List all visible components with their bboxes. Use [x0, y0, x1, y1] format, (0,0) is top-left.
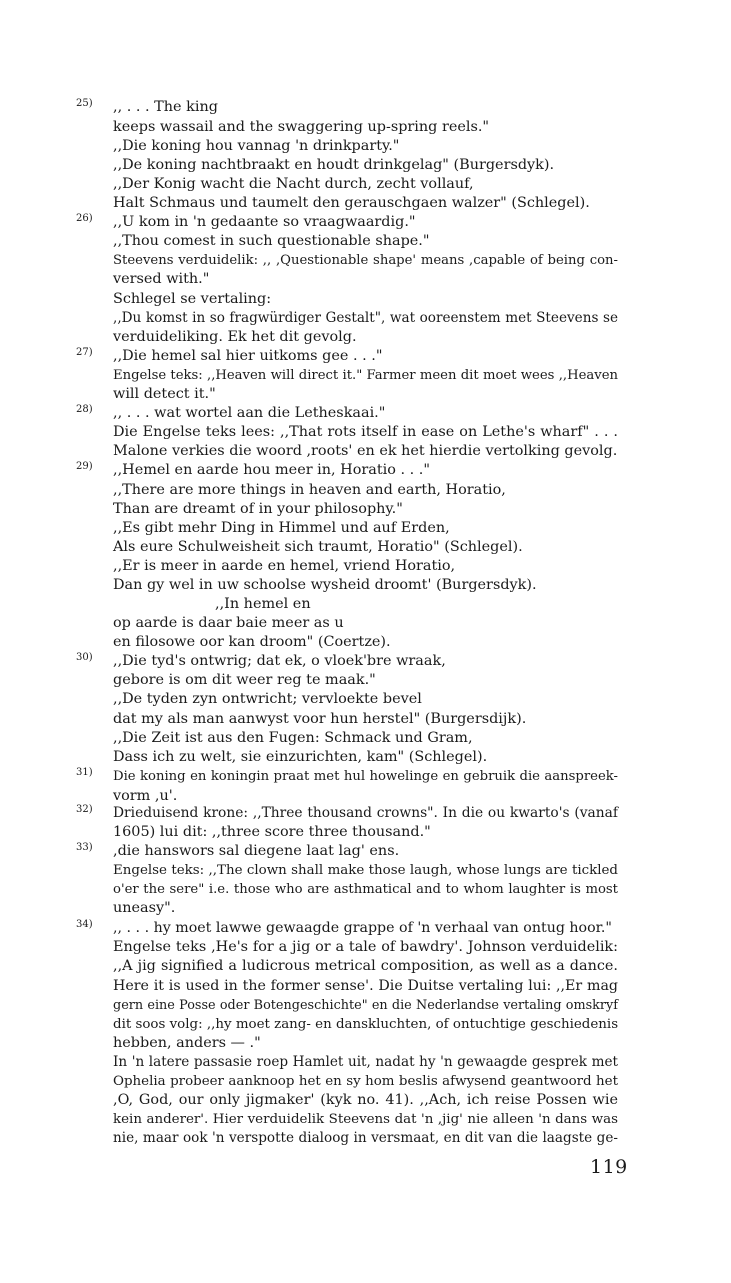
note-line: ,O, God, our only jigmaker' (kyk no. 41). ,,Ach, ich reise Possen wie	[113, 1092, 618, 1108]
note-line: dit soos volg: ,,hy moet zang- en danskluchten, of ontuchtige geschiedenis	[113, 1017, 619, 1032]
note-line: ,,Die tyd's ontwrig; dat ek, o vloek'bre wraak,	[113, 653, 446, 669]
note-line: Schlegel se vertaling:	[113, 291, 272, 307]
footnote-number: 28)	[76, 404, 93, 415]
note-line: en filosowe oor kan droom" (Coertze).	[113, 634, 391, 650]
footnote-number: 26)	[76, 213, 93, 224]
note-line: ,,De tyden zyn ontwricht; vervloekte bevel	[113, 691, 422, 707]
note-line: dat my als man aanwyst voor hun herstel" (Burgersdijk).	[113, 711, 527, 727]
note-line: ,,Die Zeit ist aus den Fugen: Schmack und Gram,	[113, 730, 473, 746]
footnote-number: 30)	[76, 652, 93, 663]
note-line: Than are dreamt of in your philosophy."	[113, 501, 403, 517]
note-line: ,,Du komst in so fragwürdiger Gestalt", wat ooreenstem met Steevens se	[113, 310, 618, 326]
note-line: Engelse teks: ,,The clown shall make those laugh, whose lungs are tickled	[113, 863, 618, 878]
note-line: gern eine Posse oder Botengeschichte" en die Nederlandse vertaling omskryf	[113, 998, 618, 1013]
note-line: Here it is used in the former sense'. Die Duitse vertaling lui: ,,Er mag	[113, 978, 618, 994]
note-line: vorm ,u'.	[113, 788, 178, 804]
note-line: kein anderer'. Hier verduidelik Steevens dat 'n ,jig' nie alleen 'n dans was	[113, 1112, 618, 1127]
note-line: 1605) lui dit: ,,three score three thousand."	[113, 824, 431, 840]
note-line: Ophelia probeer aanknoop het en sy hom beslis afwysend geantwoord het	[113, 1074, 618, 1089]
note-line: Die Engelse teks lees: ,,That rots itself in ease on Lethe's wharf" . . .	[113, 424, 618, 440]
note-line: o'er the sere" i.e. those who are asthmatical and to whom laughter is most	[113, 882, 618, 897]
note-line: Als eure Schulweisheit sich traumt, Horatio" (Schlegel).	[113, 539, 523, 555]
note-line: ,,Die hemel sal hier uitkoms gee . . ."	[113, 348, 383, 364]
footnote-number: 33)	[76, 842, 93, 853]
footnote-number: 27)	[76, 347, 93, 358]
note-line: Engelse teks: ,,Heaven will direct it." Farmer meen dit moet wees ,,Heaven	[113, 368, 618, 383]
note-line: nie, maar ook 'n verspotte dialoog in versmaat, en dit van die laagste ge-	[113, 1130, 618, 1146]
note-line: keeps wassail and the swaggering up-spring reels."	[113, 119, 490, 135]
note-line: ,,U kom in 'n gedaante so vraagwaardig."	[113, 214, 416, 230]
footnote-number: 29)	[76, 461, 93, 472]
note-line: ,,There are more things in heaven and earth, Horatio,	[113, 482, 506, 498]
note-line: Malone verkies die woord ,roots' en ek het hierdie vertolking gevolg.	[113, 443, 618, 459]
note-line: ,, . . . hy moet lawwe gewaagde grappe of 'n verhaal van ontug hoor."	[113, 920, 612, 936]
footnote-number: 25)	[76, 98, 93, 109]
page-number: 119	[590, 1156, 628, 1178]
note-line: verduideliking. Ek het dit gevolg.	[113, 329, 357, 345]
note-line: Engelse teks ,He's for a jig or a tale of bawdry'. Johnson verduidelik:	[113, 939, 618, 955]
note-line: hebben, anders — ."	[113, 1035, 261, 1051]
note-line: ,, . . . The king	[113, 99, 218, 115]
note-line: ,,Die koning hou vannag 'n drinkparty."	[113, 138, 400, 154]
note-line: Halt Schmaus und taumelt den gerauschgaen walzer" (Schlegel).	[113, 195, 590, 211]
note-line: uneasy".	[113, 900, 176, 916]
note-line: op aarde is daar baie meer as u	[113, 615, 344, 631]
note-line: Dan gy wel in uw schoolse wysheid droomt' (Burgersdyk).	[113, 577, 537, 593]
note-line: In 'n latere passasie roep Hamlet uit, nadat hy 'n gewaagde gesprek met	[113, 1054, 618, 1070]
note-line: ,,Der Konig wacht die Nacht durch, zecht vollauf,	[113, 176, 474, 192]
note-line: Die koning en koningin praat met hul howelinge en gebruik die aanspreek-	[113, 769, 618, 784]
note-line: ,,Hemel en aarde hou meer in, Horatio . . ."	[113, 462, 430, 478]
note-line: versed with."	[113, 271, 210, 287]
note-line: ,,A jig signified a ludicrous metrical composition, as well as a dance.	[113, 958, 618, 974]
note-line: ,die hanswors sal diegene laat lag' ens.	[113, 843, 400, 859]
note-line: Drieduisend krone: ,,Three thousand crowns". In die ou kwarto's (vanaf	[113, 805, 618, 821]
note-line: ,,De koning nachtbraakt en houdt drinkgelag" (Burgersdyk).	[113, 157, 555, 173]
note-line: gebore is om dit weer reg te maak."	[113, 672, 376, 688]
note-line: Steevens verduidelik: ,, ,Questionable shape' means ,capable of being con-	[113, 253, 618, 268]
footnote-number: 32)	[76, 804, 93, 815]
note-line: ,,Thou comest in such questionable shape."	[113, 233, 430, 249]
footnote-number: 34)	[76, 919, 93, 930]
footnote-number: 31)	[76, 767, 93, 778]
note-line: ,,Er is meer in aarde en hemel, vriend Horatio,	[113, 558, 456, 574]
note-line: ,,In hemel en	[215, 596, 311, 612]
note-line: ,, . . . wat wortel aan die Letheskaai."	[113, 405, 386, 421]
note-line: Dass ich zu welt, sie einzurichten, kam" (Schlegel).	[113, 749, 488, 765]
note-line: will detect it."	[113, 386, 216, 402]
note-line: ,,Es gibt mehr Ding in Himmel und auf Erden,	[113, 520, 450, 536]
